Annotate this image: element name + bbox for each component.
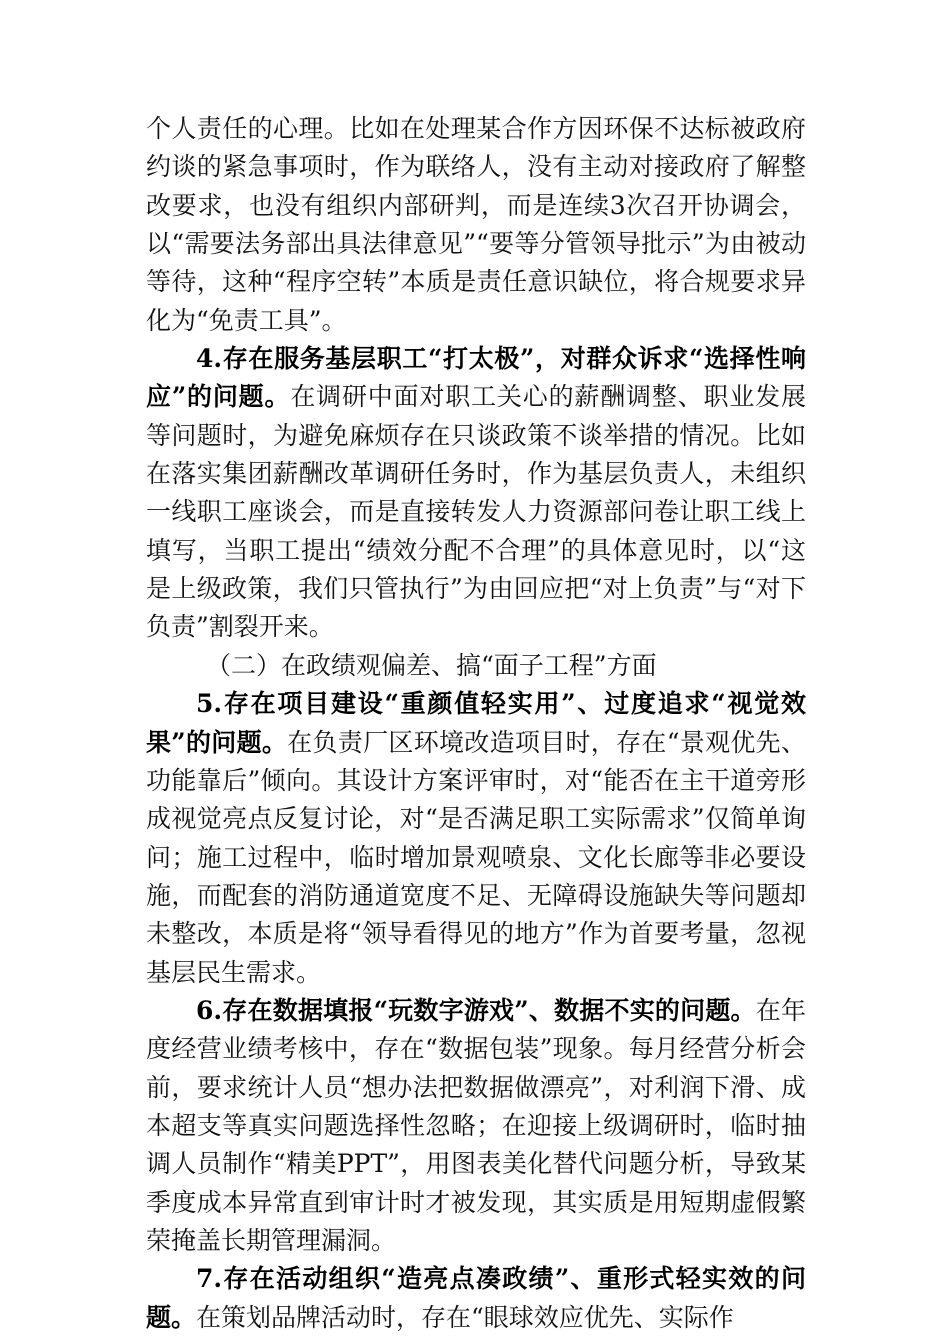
paragraph-body: 个人责任的心理。比如在处理某合作方因环保不达标被政府约谈的紧急事项时，作为联络人，没有主动对接政府了解整改要求，也没有组织内部研判，而是连续3次召开协调会，以“需要法务部出具法律意见”“要等分管领导批示”为由被动等待，这种“程序空转”本质是责任意识缺位，将合规要求异化为“免责工具”。 (146, 114, 806, 335)
paragraph-body: 在调研中面对职工关心的薪酬调整、职业发展等问题时，为避免麻烦存在只谈政策不谈举措的情况。比如在落实集团薪酬改革调研任务时，作为基层负责人，未组织一线职工座谈会，而是直接转发人力资源部问卷让职工线上填写，当职工提出“绩效分配不合理”的具体意见时，以“这是上级政策，我们只管执行”为由回应把“对上负责”与“对下负责”割裂开来。 (146, 382, 806, 642)
paragraph-continuation (146, 110, 806, 340)
paragraph-body: 在年度经营业绩考核中，存在“数据包装”现象。每月经营分析会前，要求统计人员“想办法把数据做漂亮”，对利润下滑、成本超支等真实问题选择性忽略；在迎接上级调研时，临时抽调人员制作“精美PPT”，用图表美化替代问题分析，导致某季度成本异常直到审计时才被发现，其实质是用短期虚假繁荣掩盖长期管理漏洞。 (146, 995, 806, 1255)
item-heading: 5.存在项目建设“重颜值轻实用”、过度追求“视觉效果”的问题。 (146, 689, 806, 757)
document-page (146, 110, 806, 1337)
section-heading (146, 647, 806, 685)
item-heading: 4.存在服务基层职工“打太极”，对群众诉求“选择性响应”的问题。 (146, 344, 806, 412)
item-heading: 6.存在数据填报“玩数字游戏”、数据不实的问题。 (196, 995, 756, 1025)
section-title: （二）在政绩观偏差、搞“面子工程”方面 (206, 650, 657, 680)
item-heading: 7.存在活动组织“造亮点凑政绩”、重形式轻实效的问题。 (146, 1264, 806, 1332)
paragraph-item-4 (146, 340, 806, 647)
paragraph-body: 在策划品牌活动时，存在“眼球效应优先、实际作 (196, 1302, 734, 1332)
paragraph-item-6 (146, 992, 806, 1260)
paragraph-body: 在负责厂区环境改造项目时，存在“景观优先、功能靠后”倾向。其设计方案评审时，对“能否在主干道旁形成视觉亮点反复讨论，对“是否满足职工实际需求”仅简单询问；施工过程中，临时增加景观喷泉、文化长廊等非必要设施，而配套的消防通道宽度不足、无障碍设施缺失等问题却未整改，本质是将“领导看得见的地方”作为首要考量，忽视基层民生需求。 (146, 727, 806, 987)
paragraph-item-7 (146, 1260, 806, 1337)
paragraph-item-5 (146, 685, 806, 992)
